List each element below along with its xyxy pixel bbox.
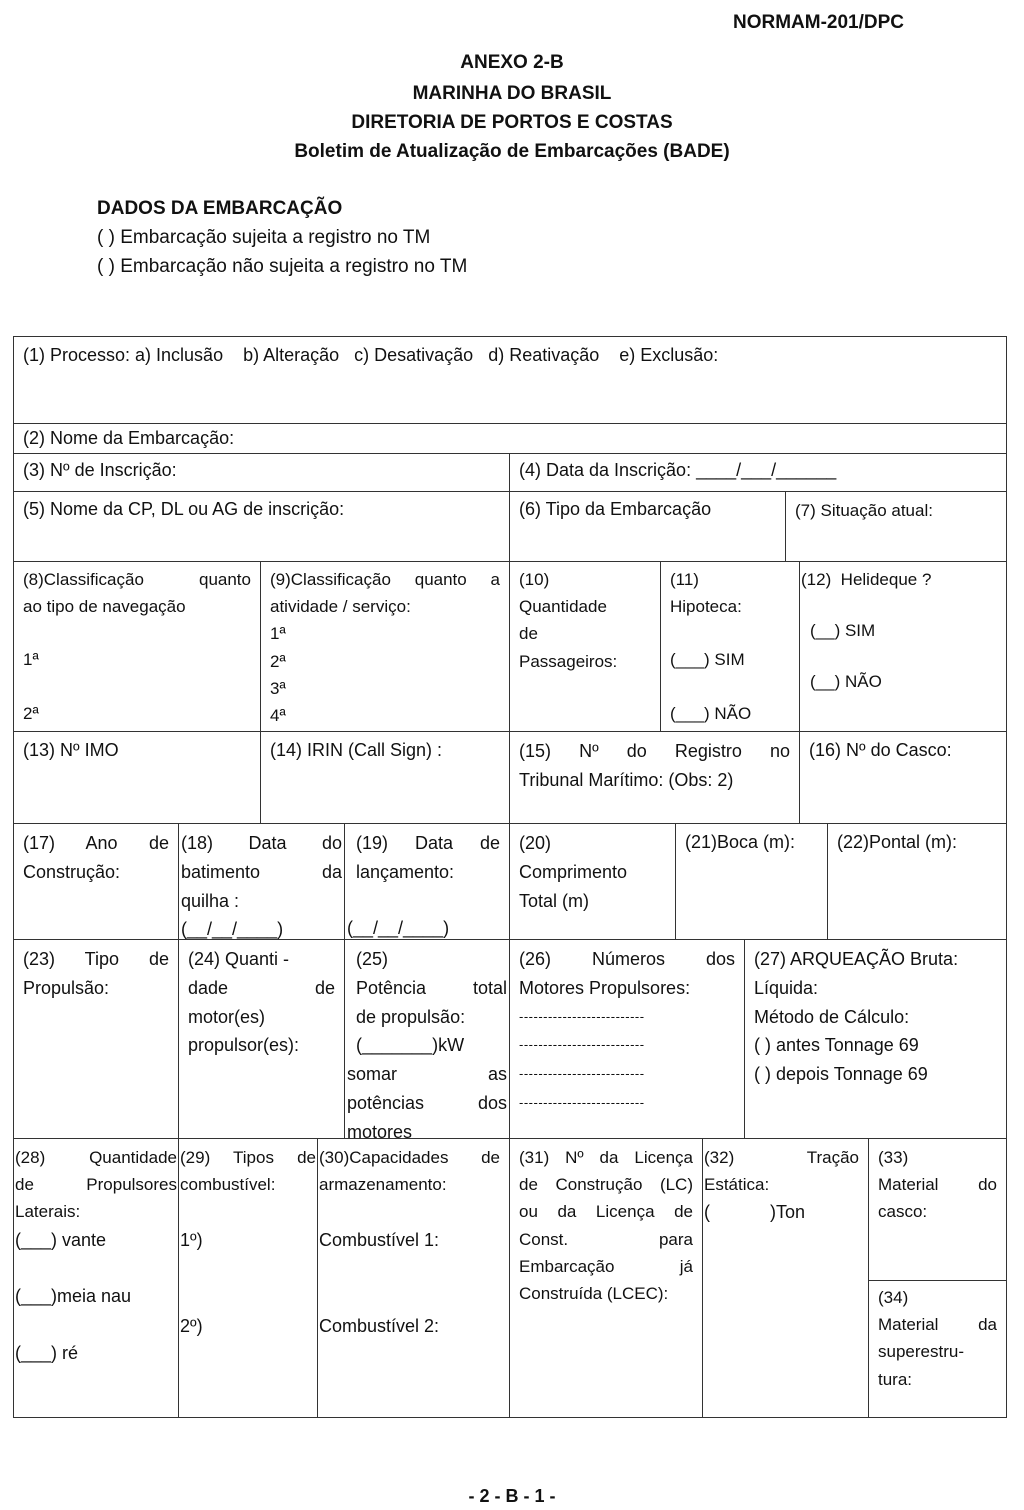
annex-title: ANEXO 2-B — [460, 52, 564, 73]
field-beam[interactable] — [675, 823, 828, 940]
field-imo-number-label: (13) Nº IMO — [23, 740, 119, 760]
activity-class-fourth: 4ª — [270, 705, 286, 725]
field-superstructure-material-label: (34) — [878, 1288, 909, 1307]
field-superstructure-material-label-2: Material da — [878, 1315, 997, 1335]
motor-number-line[interactable]: -------------------------- — [519, 1094, 645, 1110]
field-passenger-count-label-3: de — [519, 624, 538, 644]
thruster-stern-option[interactable]: (___) ré — [15, 1343, 79, 1364]
field-bollard-pull-label: (32) Tração — [704, 1148, 859, 1167]
field-hull-material[interactable] — [868, 1138, 1007, 1281]
field-storage-capacities[interactable] — [317, 1138, 510, 1418]
field-maritime-court-registry-label: (15) Nº do Registro no — [519, 741, 790, 761]
field-hull-material-label-3: casco: — [878, 1202, 928, 1222]
field-hull-number-label: (16) Nº do Casco: — [809, 740, 952, 760]
field-construction-year[interactable] — [13, 823, 179, 940]
field-hull-number[interactable] — [799, 731, 1007, 824]
field-cp-dl-ag-name-label: (5) Nome da CP, DL ou AG de inscrição: — [23, 499, 345, 519]
field-current-status-label: (7) Situação atual: — [795, 501, 933, 520]
directorate-name: DIRETORIA DE PORTOS E COSTAS — [351, 112, 673, 133]
field-construction-license-label-2: de Construção (LC) — [519, 1175, 693, 1195]
page-number: - 2 - B - 1 - — [468, 1486, 556, 1506]
field-maritime-court-registry-label-2: Tribunal Marítimo: (Obs: 2) — [519, 769, 734, 790]
field-propulsion-motor-count-label-3: motor(es) — [188, 1006, 266, 1027]
field-propulsion-motor-count-label-4: propulsor(es): — [188, 1035, 300, 1056]
bollard-pull-ton-input[interactable]: ( )Ton — [704, 1202, 806, 1223]
field-imo-number[interactable] — [13, 731, 261, 824]
tonnage-before-69-option[interactable]: ( ) antes Tonnage 69 — [754, 1035, 919, 1056]
fuel-capacity-second: Combustível 2: — [319, 1316, 440, 1337]
motor-number-line[interactable]: -------------------------- — [519, 1037, 645, 1053]
field-construction-license-label: (31) Nº da Licença — [519, 1148, 693, 1167]
field-storage-capacities-label-2: armazenamento: — [319, 1175, 447, 1195]
field-navigation-class-label-2: ao tipo de navegação — [23, 597, 186, 617]
field-superstructure-material[interactable] — [868, 1280, 1007, 1418]
field-total-length-label-3: Total (m) — [519, 890, 590, 911]
field-helideck[interactable] — [799, 561, 1007, 732]
field-construction-license-label-4: Const. para — [519, 1229, 693, 1249]
mortgage-no-option[interactable]: (___) NÃO — [670, 703, 752, 723]
field-vessel-type-label: (6) Tipo da Embarcação — [519, 499, 712, 519]
propulsion-power-note-3: motores — [347, 1121, 413, 1139]
field-construction-year-label-2: Construção: — [23, 861, 121, 882]
field-inscription-date[interactable] — [509, 453, 1007, 492]
field-total-propulsion-power[interactable] — [344, 939, 510, 1139]
field-mortgage-label: (11) — [670, 570, 699, 589]
field-vessel-type[interactable] — [509, 491, 786, 562]
helideck-no-option[interactable]: (__) NÃO — [810, 672, 882, 692]
field-mortgage-label-2: Hipoteca: — [670, 597, 742, 617]
thruster-midship-option[interactable]: (___)meia nau — [15, 1286, 132, 1307]
field-activity-class-label-2: atividade / serviço: — [270, 597, 411, 617]
field-tonnage-label: (27) ARQUEAÇÃO Bruta: — [754, 949, 959, 969]
field-construction-year-label: (17) Ano de — [23, 833, 169, 853]
field-propulsion-motor-count[interactable] — [178, 939, 345, 1139]
tonnage-net-label: Líquida: — [754, 977, 819, 998]
field-fuel-types-label-2: combustível: — [180, 1175, 276, 1195]
document-reference: NORMAM-201/DPC — [733, 12, 905, 33]
field-helideck-label: (12) Helideque ? — [801, 570, 932, 589]
registry-option-subject[interactable]: ( ) Embarcação sujeita a registro no TM — [97, 227, 431, 248]
field-construction-license-label-6: Construída (LCEC): — [519, 1283, 669, 1303]
field-propulsion-motor-count-label: (24) Quanti - — [188, 949, 290, 969]
field-passenger-count[interactable] — [509, 561, 661, 732]
field-tonnage[interactable] — [744, 939, 1007, 1139]
field-process[interactable] — [13, 336, 1007, 424]
field-bollard-pull-label-2: Estática: — [704, 1175, 770, 1195]
propulsion-power-note-1: somar as — [347, 1064, 507, 1085]
mortgage-yes-option[interactable]: (___) SIM — [670, 650, 745, 670]
field-depth[interactable] — [827, 823, 1007, 940]
propulsion-power-note-2: potências dos — [347, 1092, 507, 1113]
field-beam-label: (21)Boca (m): — [685, 832, 796, 852]
field-vessel-name-label: (2) Nome da Embarcação: — [23, 428, 235, 448]
field-keel-laying-date-label-2: batimento da — [181, 861, 342, 882]
field-total-length[interactable] — [509, 823, 676, 940]
field-total-length-label: (20) — [519, 833, 552, 853]
field-fuel-types-label: (29) Tipos de — [180, 1148, 316, 1167]
field-construction-license-label-5: Embarcação já — [519, 1256, 693, 1276]
field-depth-label: (22)Pontal (m): — [837, 832, 958, 852]
field-irin-call-sign-label: (14) IRIN (Call Sign) : — [270, 740, 443, 760]
field-propulsion-motor-numbers-label-2: Motores Propulsores: — [519, 977, 691, 998]
field-launch-date-label: (19) Data de — [356, 833, 500, 853]
keel-laying-date-placeholder: (__/__/____) — [181, 919, 284, 940]
motor-number-line[interactable]: -------------------------- — [519, 1066, 645, 1082]
field-superstructure-material-label-4: tura: — [878, 1369, 913, 1389]
field-process-label: (1) Processo: a) Inclusão b) Alteração c) Desativação d) Reativação e) Exclusão: — [23, 345, 719, 365]
field-keel-laying-date[interactable] — [178, 823, 345, 940]
field-total-propulsion-power-label-3: de propulsão: — [356, 1006, 466, 1027]
field-launch-date[interactable] — [344, 823, 510, 940]
field-activity-class[interactable] — [260, 561, 510, 732]
field-bollard-pull[interactable] — [702, 1138, 869, 1418]
tonnage-method-label: Método de Cálculo: — [754, 1006, 910, 1027]
field-total-length-label-2: Comprimento — [519, 861, 628, 882]
fuel-capacity-first: Combustível 1: — [319, 1230, 440, 1251]
field-propulsion-motor-count-label-2: dade de — [188, 977, 335, 998]
propulsion-power-kw-input[interactable]: (_______)kW — [356, 1035, 465, 1056]
field-navigation-class[interactable] — [13, 561, 261, 732]
field-total-propulsion-power-label-2: Potência total — [356, 977, 507, 998]
field-propulsion-type-label-2: Propulsão: — [23, 977, 110, 998]
field-lateral-thrusters-label-2: de Propulsores — [15, 1175, 177, 1195]
launch-date-placeholder: (__/__/____) — [347, 917, 450, 938]
field-propulsion-motor-numbers[interactable] — [509, 939, 745, 1139]
field-mortgage[interactable] — [660, 561, 800, 732]
activity-class-second: 2ª — [270, 651, 286, 671]
field-inscription-number[interactable] — [13, 453, 510, 492]
activity-class-first: 1ª — [270, 624, 286, 644]
field-vessel-name[interactable] — [13, 423, 1007, 454]
navigation-class-second: 2ª — [23, 703, 39, 723]
field-construction-license-label-3: ou da Licença de — [519, 1202, 693, 1222]
form-title: Boletim de Atualização de Embarcações (BADE) — [294, 141, 730, 162]
field-propulsion-type-label: (23) Tipo de — [23, 949, 169, 969]
field-passenger-count-label: (10) — [519, 570, 550, 589]
helideck-yes-option[interactable]: (__) SIM — [810, 621, 876, 641]
field-inscription-date-label: (4) Data da Inscrição: ____/___/______ — [519, 460, 837, 480]
field-hull-material-label-2: Material do — [878, 1175, 997, 1195]
field-propulsion-type[interactable] — [13, 939, 179, 1139]
field-current-status[interactable] — [785, 491, 1007, 562]
tonnage-after-69-option[interactable]: ( ) depois Tonnage 69 — [754, 1064, 928, 1085]
registry-option-not-subject[interactable]: ( ) Embarcação não sujeita a registro no TM — [97, 256, 468, 277]
fuel-type-first: 1º) — [180, 1230, 203, 1251]
field-maritime-court-registry[interactable] — [509, 731, 800, 824]
field-superstructure-material-label-3: superestru- — [878, 1342, 964, 1362]
field-activity-class-label: (9)Classificação quanto a — [270, 570, 500, 589]
field-lateral-thrusters[interactable] — [13, 1138, 179, 1418]
field-launch-date-label-2: lançamento: — [356, 861, 455, 882]
field-storage-capacities-label: (30)Capacidades de — [319, 1148, 500, 1167]
field-inscription-number-label: (3) Nº de Inscrição: — [23, 460, 177, 480]
organization-name: MARINHA DO BRASIL — [412, 83, 612, 104]
fuel-type-second: 2º) — [180, 1316, 203, 1337]
activity-class-third: 3ª — [270, 678, 286, 698]
field-lateral-thrusters-label-3: Laterais: — [15, 1202, 81, 1222]
field-keel-laying-date-label-3: quilha : — [181, 890, 240, 911]
motor-number-line[interactable]: -------------------------- — [519, 1008, 645, 1024]
thruster-bow-option[interactable]: (___) vante — [15, 1229, 107, 1250]
field-propulsion-motor-numbers-label: (26) Números dos — [519, 949, 735, 969]
field-fuel-types[interactable] — [178, 1138, 318, 1418]
field-passenger-count-label-2: Quantidade — [519, 597, 607, 617]
field-irin-call-sign[interactable] — [260, 731, 510, 824]
navigation-class-first: 1ª — [23, 650, 39, 670]
field-navigation-class-label: (8)Classificação quanto — [23, 570, 251, 589]
field-keel-laying-date-label: (18) Data do — [181, 833, 342, 853]
field-cp-dl-ag-name[interactable] — [13, 491, 510, 562]
section-title: DADOS DA EMBARCAÇÃO — [97, 198, 343, 219]
field-lateral-thrusters-label: (28) Quantidade — [15, 1148, 177, 1167]
field-passenger-count-label-4: Passageiros: — [519, 651, 618, 671]
field-construction-license[interactable] — [509, 1138, 703, 1418]
field-total-propulsion-power-label: (25) — [356, 949, 389, 969]
field-hull-material-label: (33) — [878, 1148, 909, 1167]
